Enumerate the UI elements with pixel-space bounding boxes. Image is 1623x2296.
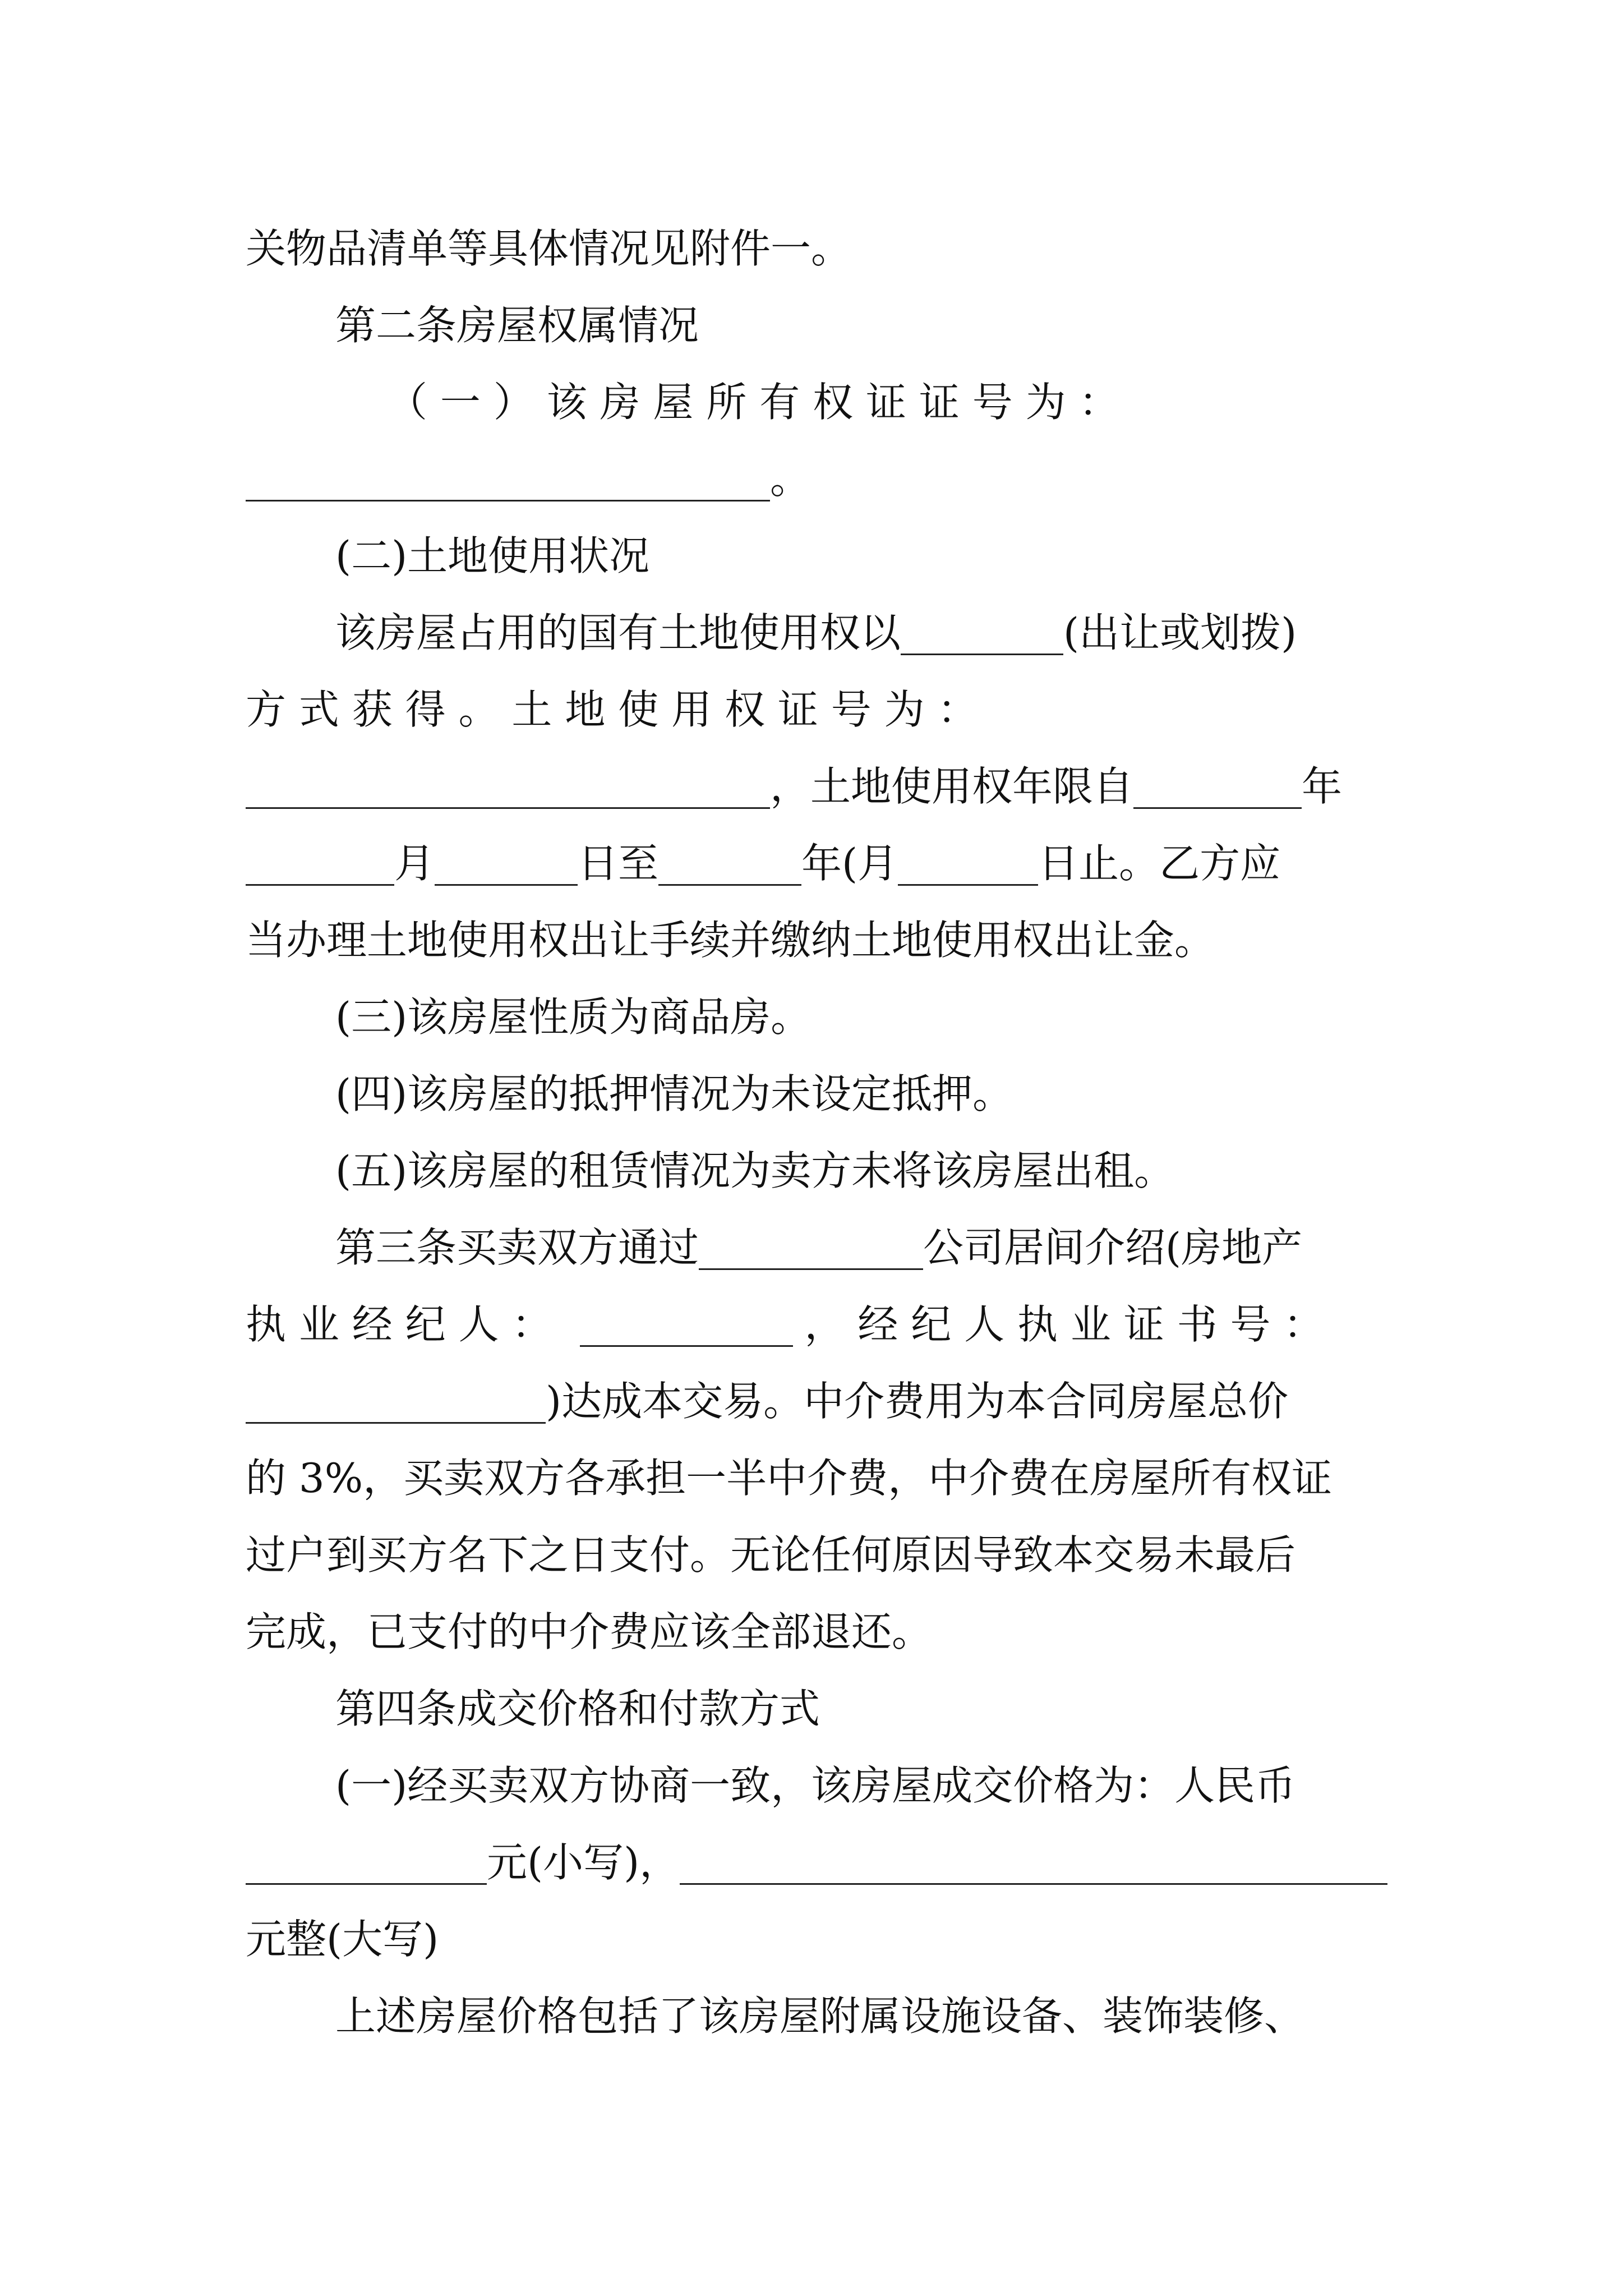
text: ， 经 纪 人 执 业 证 书 号 ：: [804, 1301, 1324, 1348]
text: 方 式 获 得 。 土 地 使 用 权 证 号 为 ：: [246, 686, 978, 733]
text: 当办理土地使用权出让手续并缴纳土地使用权出让金。: [246, 917, 1215, 964]
paragraph-line: [335, 1060, 1387, 1128]
text: (五)该房屋的租赁情况为卖方未将该房屋出租。: [335, 1147, 1175, 1194]
text: 第四条成交价格和付款方式: [335, 1685, 820, 1732]
paragraph-line: [246, 445, 1387, 513]
text: 的 3%，买卖双方各承担一半中介费，中介费在房屋所有权证: [246, 1455, 1332, 1502]
text: 元整(大写): [246, 1916, 439, 1963]
text: 执 业 经 纪 人 ：: [246, 1301, 552, 1348]
paragraph-line: [335, 1752, 1387, 1819]
paragraph-line: [246, 753, 1387, 820]
paragraph-line: [246, 1598, 1387, 1665]
text: 日止。乙方应: [1038, 840, 1281, 887]
fill-in-blank[interactable]: [246, 1383, 546, 1424]
fill-in-blank[interactable]: [435, 845, 578, 886]
fill-in-blank[interactable]: [246, 768, 770, 809]
section-heading-article-4: [335, 1675, 1387, 1742]
paragraph-line: [335, 1982, 1387, 2050]
text: (二)土地使用状况: [335, 532, 650, 579]
paragraph-line: [387, 369, 1387, 436]
paragraph-line: [246, 1521, 1387, 1589]
text: (三)该房屋性质为商品房。: [335, 993, 811, 1041]
paragraph-line: [246, 907, 1387, 974]
section-heading-article-2: [335, 292, 1387, 359]
text: 年(月: [801, 840, 898, 887]
paragraph-line: [246, 215, 1387, 282]
text: 完成，已支付的中介费应该全部退还。: [246, 1608, 933, 1655]
text: (出让或划拨): [1063, 609, 1297, 656]
text: 元(小写)，: [487, 1839, 680, 1886]
fill-in-blank[interactable]: [246, 461, 770, 501]
fill-in-blank[interactable]: [658, 845, 801, 886]
text: 。: [770, 455, 811, 503]
paragraph-line: [246, 1368, 1387, 1435]
paragraph-line: [246, 1829, 1387, 1896]
fill-in-blank[interactable]: [246, 1844, 487, 1885]
text: 月: [394, 840, 435, 887]
text: 上述房屋价格包括了该房屋附属设施设备、装饰装修、: [335, 1993, 1305, 2040]
text: 第二条房屋权属情况: [335, 302, 699, 349]
paragraph-line: [246, 1291, 1387, 1358]
fill-in-blank[interactable]: [246, 845, 394, 886]
paragraph-line: [335, 983, 1387, 1051]
text: 该房屋占用的国有土地使用权以: [335, 609, 901, 656]
fill-in-blank[interactable]: [901, 614, 1063, 655]
text: 公司居间介绍(房地产: [923, 1224, 1303, 1271]
text: 过户到买方名下之日支付。无论任何原因导致本交易未最后: [246, 1531, 1296, 1579]
paragraph-line: [246, 1906, 1387, 1973]
fill-in-blank[interactable]: [699, 1229, 923, 1270]
text: 日至: [578, 840, 659, 887]
subsection-heading: [335, 522, 1387, 590]
fill-in-blank[interactable]: [680, 1844, 1387, 1885]
paragraph-line: [246, 676, 1387, 743]
text: 年: [1302, 763, 1343, 810]
text: 关物品清单等具体情况见附件一。: [246, 225, 852, 272]
text: ，土地使用权年限自: [770, 763, 1134, 810]
paragraph-line: [246, 1444, 1387, 1512]
section-heading-article-3: [335, 1214, 1387, 1281]
fill-in-blank[interactable]: [898, 845, 1038, 886]
text: (一)经买卖双方协商一致，该房屋成交价格为：人民币: [335, 1762, 1296, 1809]
paragraph-line: [246, 830, 1387, 897]
fill-in-blank[interactable]: [1133, 768, 1302, 809]
text: 第三条买卖双方通过: [335, 1224, 699, 1271]
fill-in-blank[interactable]: [580, 1306, 793, 1347]
text: )达成本交易。中介费用为本合同房屋总价: [546, 1378, 1289, 1425]
paragraph-line: [335, 599, 1387, 666]
text: (四)该房屋的抵押情况为未设定抵押。: [335, 1070, 1013, 1117]
paragraph-line: [335, 1137, 1387, 1204]
text: （ 一 ） 该 房 屋 所 有 权 证 证 号 为 ：: [387, 379, 1119, 426]
